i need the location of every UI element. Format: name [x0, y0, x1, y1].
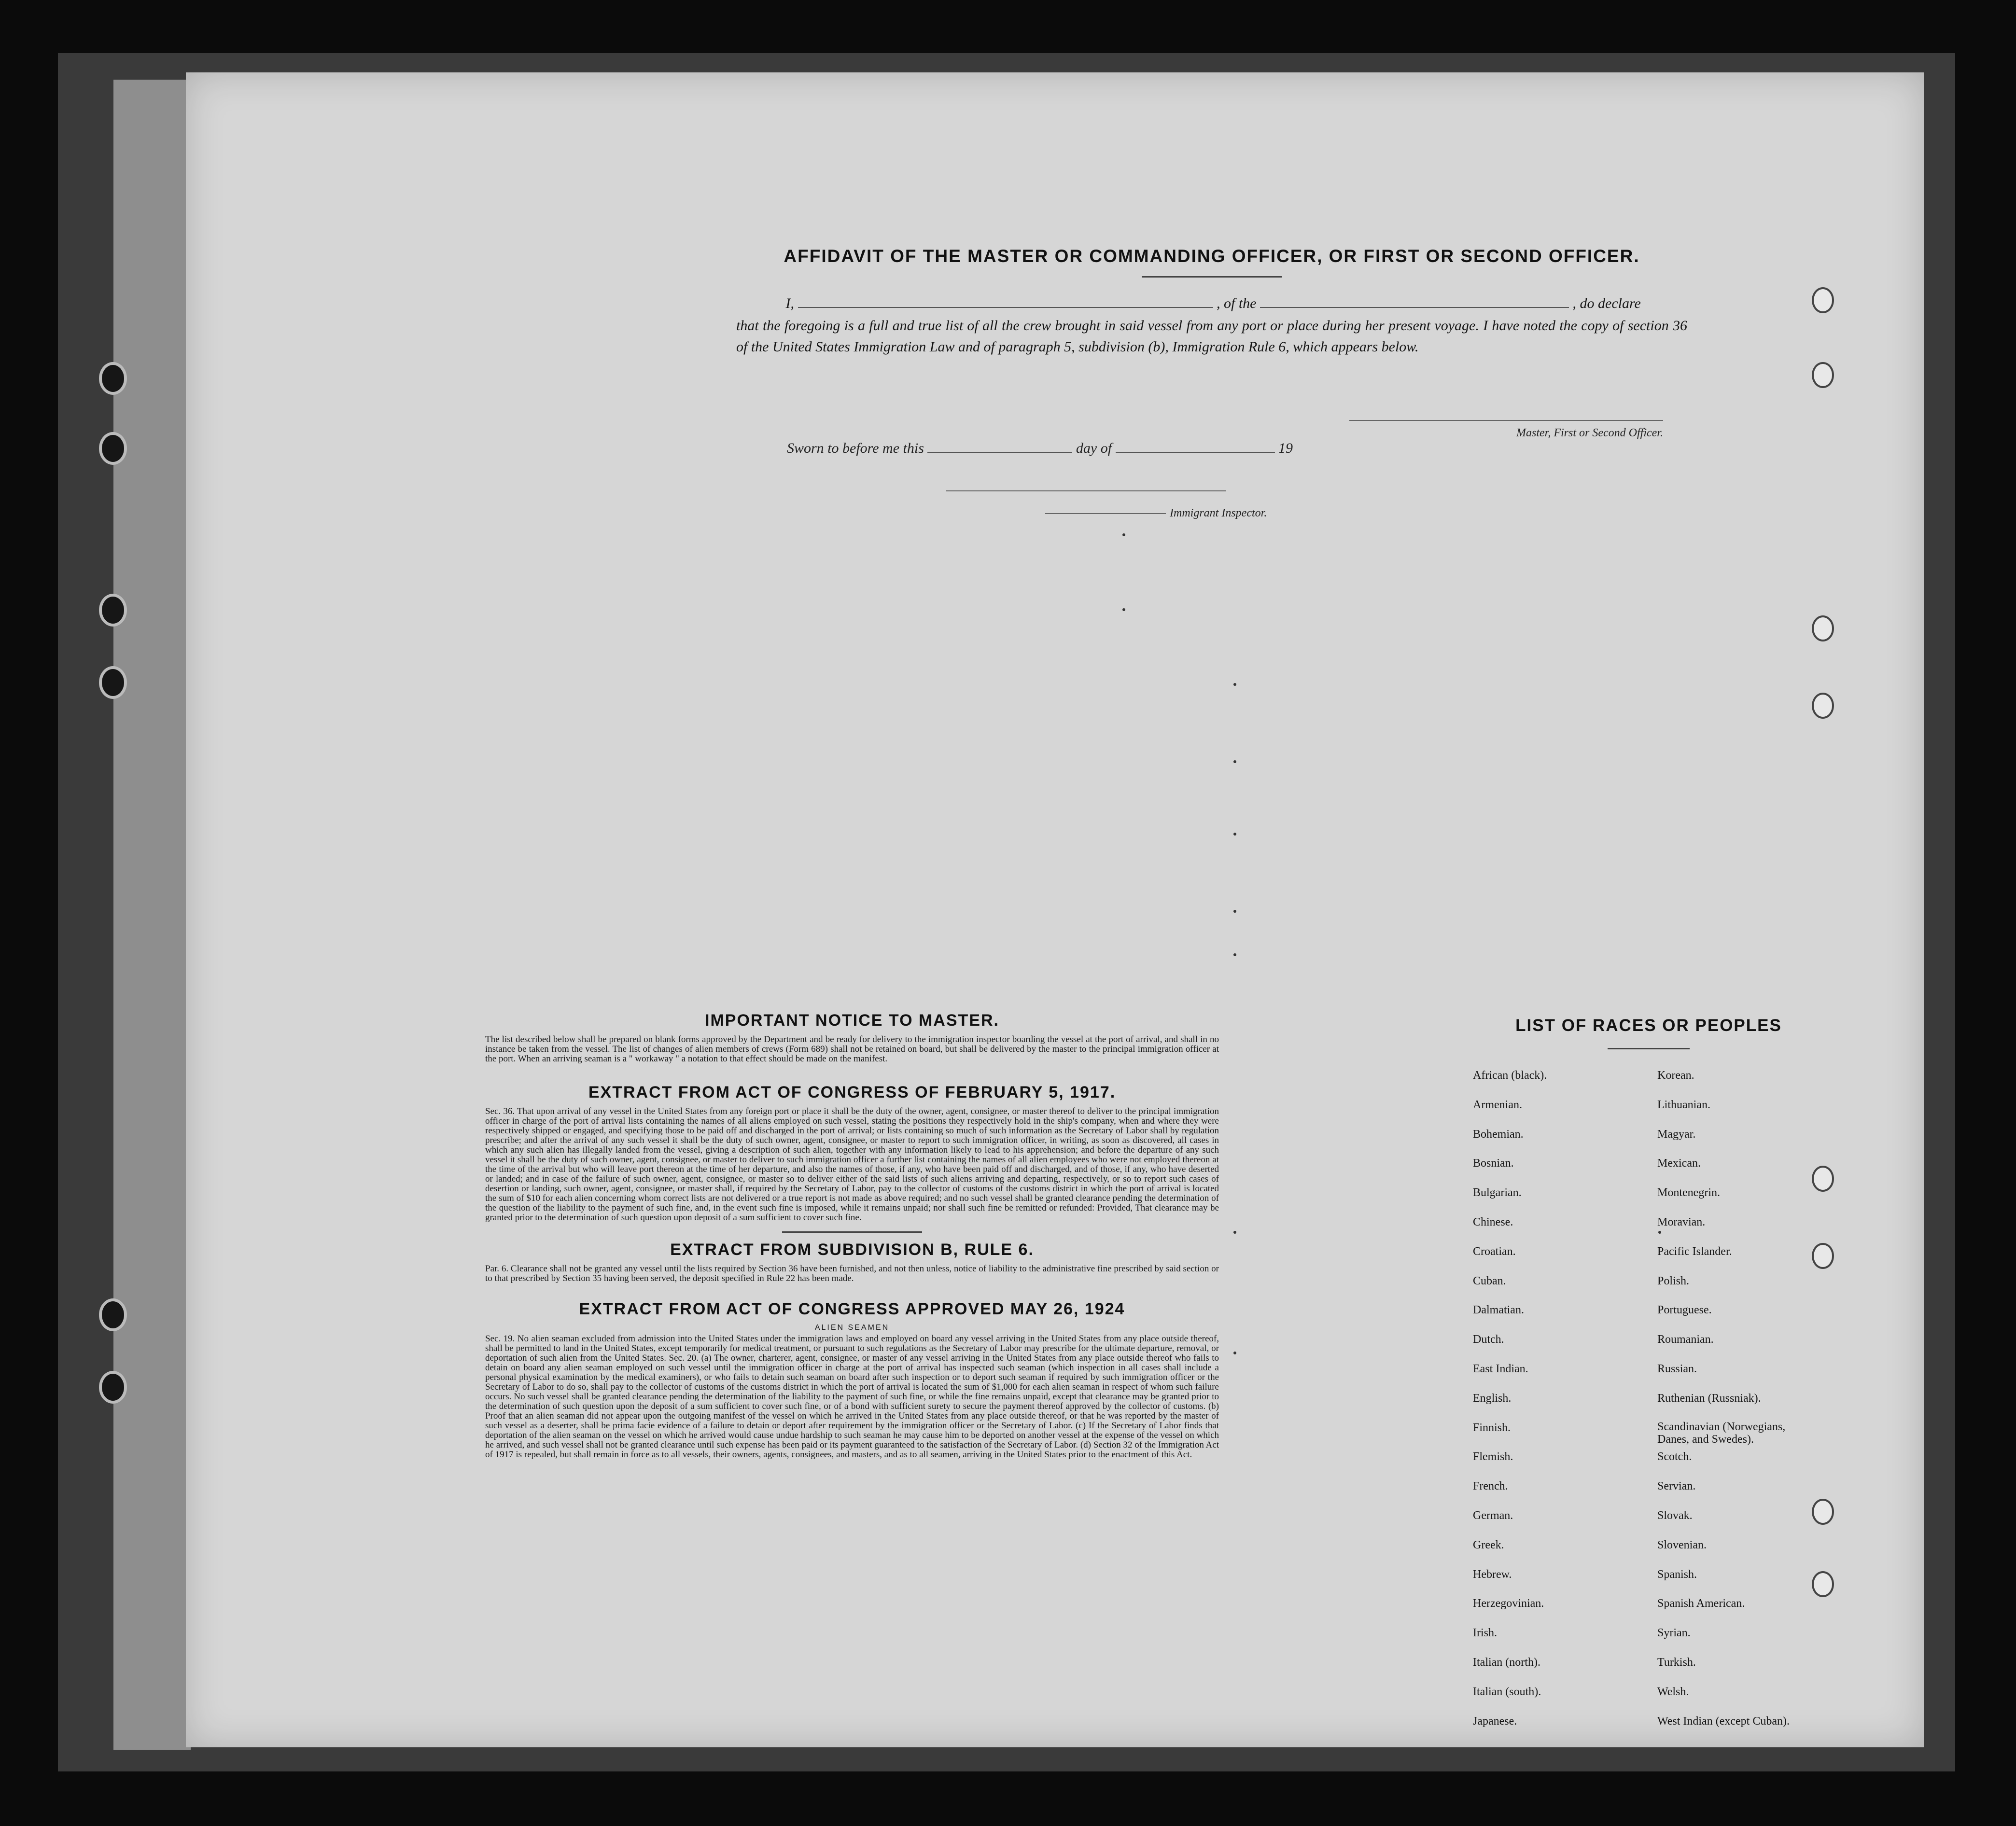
race-item: East Indian.: [1473, 1362, 1528, 1375]
race-item: Lithuanian.: [1657, 1098, 1710, 1111]
punch-hole: [99, 1371, 127, 1404]
race-item: Syrian.: [1657, 1627, 1691, 1640]
do-declare-label: , do declare: [1572, 295, 1641, 311]
binder-ring: [1812, 1243, 1834, 1269]
race-item: Italian (north).: [1473, 1656, 1540, 1669]
races-left-column: [1473, 1068, 1547, 1743]
binder-ring: [1812, 1166, 1834, 1192]
notices-section: [485, 1011, 1219, 1460]
race-item: Turkish.: [1657, 1656, 1696, 1669]
race-item: Dutch.: [1473, 1333, 1504, 1346]
race-item: Ruthenian (Russniak).: [1657, 1392, 1761, 1405]
extract-1924-title: EXTRACT FROM ACT OF CONGRESS APPROVED MAY 26, 1924: [579, 1300, 1125, 1318]
notice-body: The list described below shall be prepared on blank forms approved by the Department and be ready for delivery to the immigration inspector boarding the vessel at the port of arrival, and shall in no instance be taken from the vessel. The list of changes of alien members of crews (Form 689) shall not be retained on board, but shall be delivered by the master to the principal immigration officer at the port. When an arriving seaman is a " workaway " a notation to that effect should be made on the manifest.: [485, 1034, 1219, 1064]
affidavit-declaration-line: [736, 293, 1687, 314]
binder-ring: [1812, 1571, 1834, 1597]
document-page: [186, 72, 1924, 1747]
extract-1917-title: EXTRACT FROM ACT OF CONGRESS OF FEBRUARY 5, 1917.: [588, 1083, 1116, 1101]
punch-hole: [99, 666, 127, 699]
binder-ring: [1812, 693, 1834, 719]
race-item: Montenegrin.: [1657, 1186, 1720, 1199]
inspector-label: Immigrant Inspector.: [1170, 507, 1267, 519]
race-item: Herzegovinian.: [1473, 1597, 1544, 1610]
leader-dot: [1233, 760, 1236, 763]
sworn-year: 19: [1278, 440, 1293, 456]
race-item: Armenian.: [1473, 1098, 1522, 1111]
race-item: African (black).: [1473, 1069, 1547, 1082]
leader-dot: [1233, 1231, 1236, 1234]
leader-dot: [1233, 1352, 1236, 1354]
race-item: French.: [1473, 1480, 1508, 1493]
punch-hole: [99, 362, 127, 395]
extract-rule6-body: Par. 6. Clearance shall not be granted any vessel until the lists required by Section 36 have been furnished, and not then unless, notice of liability to the administrative fine prescribed by said section or to that prescribed by Section 35 having been served, the deposit specified in Rule 22 has been made.: [485, 1264, 1219, 1283]
race-item: Bosnian.: [1473, 1157, 1514, 1170]
punch-hole: [99, 1298, 127, 1331]
race-item: Welsh.: [1657, 1685, 1689, 1698]
binder-page-stack: [113, 80, 191, 1750]
inspector-line: [1045, 513, 1166, 514]
extract-1924-subtitle: ALIEN SEAMEN: [814, 1324, 890, 1332]
race-item: Dalmatian.: [1473, 1304, 1524, 1317]
binder-ring: [1812, 362, 1834, 388]
affidavit-title: AFFIDAVIT OF THE MASTER OR COMMANDING OFFICER, OR FIRST OR SECOND OFFICER.: [784, 246, 1640, 266]
declarant-i: I,: [785, 295, 794, 311]
race-item: Magyar.: [1657, 1128, 1696, 1141]
race-item: Irish.: [1473, 1627, 1497, 1640]
leader-dot: [1233, 833, 1236, 836]
affidavit-paragraph: that the foregoing is a full and true list of all the crew brought in said vessel from any port or place during her present voyage. I have noted the copy of section 36 of the United States Immigration Law and of paragraph 5, subdivision (b), Immigration Rule 6, which appears below.: [736, 318, 1687, 355]
binder-ring: [1812, 1499, 1834, 1525]
leader-dot: [1122, 608, 1125, 611]
race-item: Finnish.: [1473, 1421, 1511, 1434]
race-item: Scotch.: [1657, 1450, 1692, 1464]
sworn-day-field[interactable]: [927, 439, 1072, 453]
declarant-name-field[interactable]: [798, 294, 1213, 308]
race-item: Pacific Islander.: [1657, 1245, 1732, 1258]
race-item: Hebrew.: [1473, 1568, 1512, 1581]
sworn-line: [787, 439, 1293, 457]
inspector-block: [1045, 507, 1267, 520]
race-item: Croatian.: [1473, 1245, 1516, 1258]
title-rule: [1142, 276, 1282, 278]
races-title: LIST OF RACES OR PEOPLES: [1515, 1016, 1782, 1035]
races-right-column: [1657, 1068, 1812, 1743]
extract-1917-body: Sec. 36. That upon arrival of any vessel in the United States from any foreign port or place it shall be the duty of the owner, agent, consignee, or master thereof to deliver to the principal immigration officer in charge of the port of arrival lists containing the names of all aliens employed on such vessel, stating the positions they respectively hold in the ship's company, when and where they were respectively shipped or engaged, and specifying those to be paid off and discharged in the port of arrival; or lists containing so much of such information as the Secretary of Labor shall by regulation prescribe; and after the arrival of any such vessel it shall be the duty of such owner, agent, consignee, or master to report to such immigration officer, in writing, as soon as discovered, all cases in which any such alien has illegally landed from the vessel, giving a description of such alien, together with any information likely to lead to his apprehension; and before the departure of any such vessel it shall be the duty of such owner, agent, consignee, or master to deliver to such immigration officer a further list containing the names of all alien employees who were not employed thereon at the time of the arrival but who will leave port thereon at the time of her departure, and also the names of those, if any, who have been paid off and discharged, and of those, if any, who have deserted or landed; and in case of the failure of such owner, agent, consignee, or master so to deliver either of the said lists of such aliens arriving and departing, respectively, or so to report such cases of desertion or landing, such owner, agent, consignee, or master shall, if required by the Secretary of Labor, pay to the collector of customs of the customs district in which the port of arrival is located the sum of $10 for each alien concerning whom correct lists are not delivered or a true report is not made as above required; and no such vessel shall be granted clearance pending the determination of the question of the liability to the payment of such fine, and, in the event such fine is imposed, while it remains unpaid; nor shall such fine be remitted or refunded: Provided, That clearance may be granted prior to the determination of such question upon deposit of a sum sufficient to cover such fine.: [485, 1106, 1219, 1223]
notice-title: IMPORTANT NOTICE TO MASTER.: [705, 1011, 999, 1030]
leader-dot: [1122, 533, 1125, 536]
race-item: Scandinavian (Norwegians, Danes, and Swedes).: [1657, 1420, 1786, 1446]
race-item: West Indian (except Cuban).: [1657, 1714, 1790, 1728]
extract-1924-body: Sec. 19. No alien seaman excluded from admission into the United States under the immigration laws and employed on board any vessel arriving in the United States from any place outside thereof, shall be permitted to land in the United States, except temporarily for medical treatment, or pursuant to such regulations as the Secretary of Labor may prescribe for the ultimate departure, removal, or deportation of such alien from the United States. Sec. 20. (a) The owner, charterer, agent, consignee, or master of any vessel arriving in the United States from any place outside thereof who fails to detain on board any alien seaman employed on such vessel until the immigration officer in charge at the port of arrival has inspected such seaman (which inspection in all cases shall include a personal physical examination by the medical examiners), or who fails to detain such seaman on board after such inspection or to deport such seaman if required by such immigration officer or the Secretary of Labor to do so, shall pay to the collector of customs of the customs district in which the port of arrival is located the sum of $1,000 for each alien seaman in respect of whom such failure occurs. No such vessel shall be granted clearance pending the determination of the liability to the payment of such fine, or while the fine remains unpaid, except that clearance may be granted prior to the determination of such question upon the deposit of a sum sufficient to cover such fine, or of a bond with sufficient surety to secure the payment thereof approved by the collector of customs. (b) Proof that an alien seaman did not appear upon the outgoing manifest of the vessel on which he arrived in the United States from any place outside thereof, or that he was reported by the master of such vessel as a deserter, shall be prima facie evidence of a failure to detain or deport after requirement by the immigration officer or the Secretary of Labor. (c) If the Secretary of Labor finds that deportation of the alien seaman on the vessel on which he arrived would cause undue hardship to such seaman he may cause him to be deported on another vessel at the expense of the vessel on which he arrived, and such vessel shall not be granted clearance until such expense has been paid or its payment guaranteed to the satisfaction of the Secretary of Labor. (d) Section 32 of the Immigration Act of 1917 is repealed, but shall remain in force as to all vessels, their owners, agents, consignees, and masters, and as to all seamen, arriving in the United States prior to the enactment of this Act.: [485, 1334, 1219, 1460]
sworn-month-field[interactable]: [1116, 439, 1275, 453]
race-item: Spanish American.: [1657, 1597, 1745, 1610]
affidavit-section: [736, 246, 1687, 372]
race-item: Polish.: [1657, 1274, 1690, 1287]
race-item: Slovenian.: [1657, 1538, 1707, 1551]
race-item: Portuguese.: [1657, 1304, 1712, 1317]
race-item: Flemish.: [1473, 1450, 1513, 1464]
race-item: Mexican.: [1657, 1157, 1701, 1170]
signer-label: Master, First or Second Officer.: [1516, 427, 1663, 439]
sworn-prefix: Sworn to before me this: [787, 440, 924, 456]
race-item: Korean.: [1657, 1069, 1694, 1082]
section-rule: [782, 1231, 922, 1233]
race-item: Roumanian.: [1657, 1333, 1714, 1346]
race-item: Bulgarian.: [1473, 1186, 1522, 1199]
race-item: Russian.: [1657, 1362, 1697, 1375]
vessel-name-field[interactable]: [1260, 294, 1569, 308]
race-item: Greek.: [1473, 1538, 1504, 1551]
race-item: Servian.: [1657, 1480, 1696, 1493]
race-item: Moravian.: [1657, 1215, 1706, 1228]
race-item: Bohemian.: [1473, 1128, 1524, 1141]
signature-line[interactable]: [1349, 420, 1663, 421]
binder-ring: [1812, 287, 1834, 313]
of-the-label: , of the: [1217, 295, 1257, 311]
signer-block: [1349, 420, 1663, 440]
races-section: [1460, 1016, 1837, 1728]
race-item: Japanese.: [1473, 1714, 1517, 1728]
race-item: Spanish.: [1657, 1568, 1697, 1581]
race-item: Cuban.: [1473, 1274, 1506, 1287]
race-item: Chinese.: [1473, 1215, 1513, 1228]
race-item: Italian (south).: [1473, 1685, 1541, 1698]
race-item: Slovak.: [1657, 1509, 1693, 1522]
binder-ring: [1812, 615, 1834, 641]
punch-hole: [99, 432, 127, 465]
leader-dot: [1233, 910, 1236, 913]
sworn-day-of: day of: [1076, 440, 1112, 456]
race-item: English.: [1473, 1392, 1512, 1405]
leader-dot: [1233, 953, 1236, 956]
races-rule: [1608, 1048, 1690, 1049]
punch-hole: [99, 594, 127, 627]
race-item: German.: [1473, 1509, 1513, 1522]
extract-rule6-title: EXTRACT FROM SUBDIVISION B, RULE 6.: [670, 1241, 1034, 1259]
inspector-signature-line[interactable]: [946, 490, 1226, 491]
leader-dot: [1233, 683, 1236, 686]
